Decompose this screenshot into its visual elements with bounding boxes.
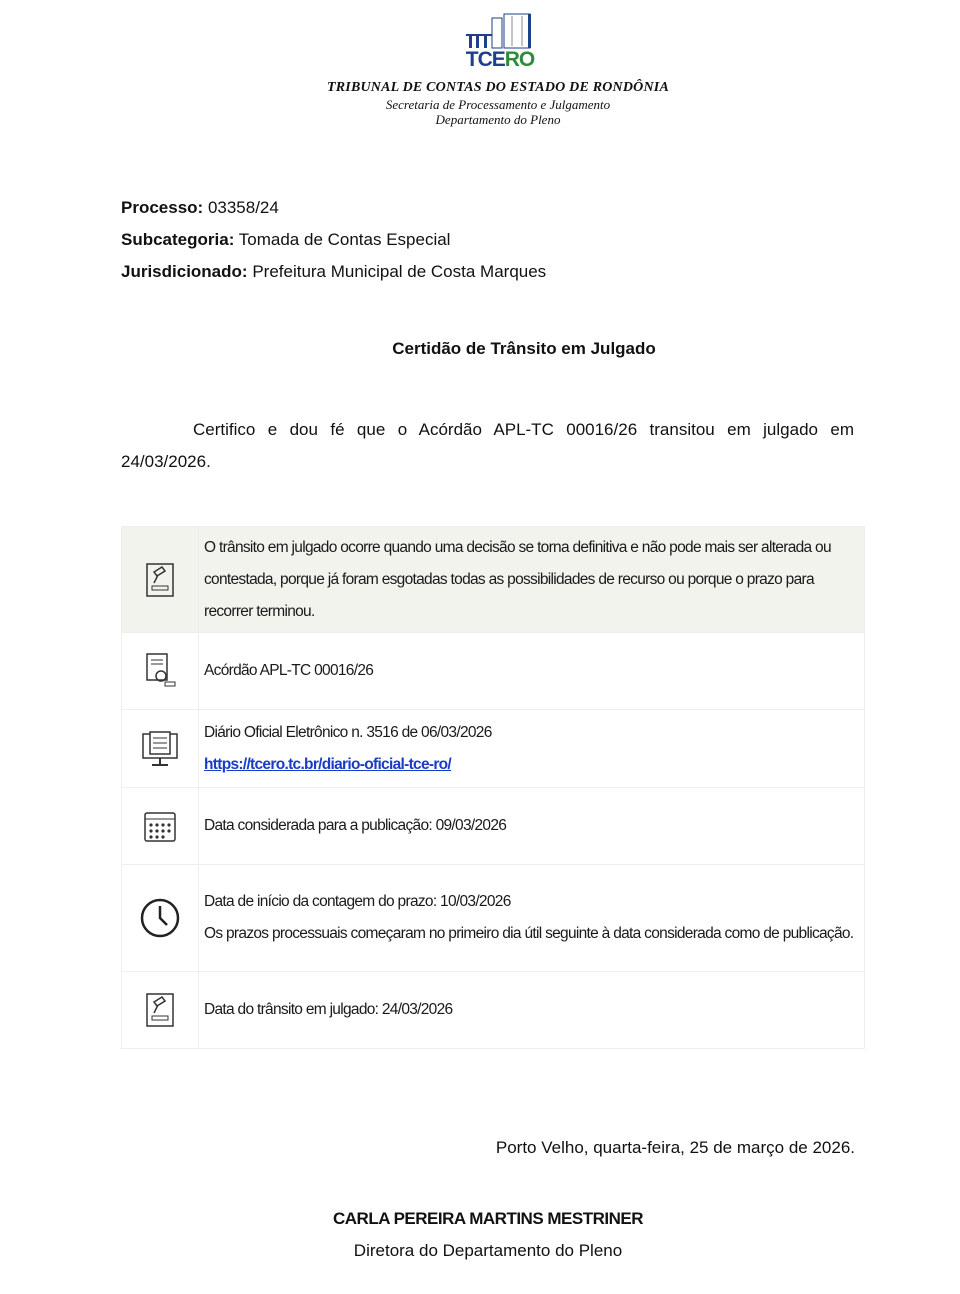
gavel-document-icon	[122, 527, 199, 632]
table-row	[122, 787, 864, 864]
signatory-role: Diretora do Departamento do Pleno	[353, 1241, 623, 1260]
gazette-link[interactable]: https://tcero.tc.br/diario-oficial-tce-ro/	[204, 755, 452, 773]
judgment-document-icon	[122, 633, 199, 709]
certification-paragraph: Certifico e dou fé que o Acórdão APL-TC 00016/26 transitou em julgado em 24/03/2026.	[121, 420, 854, 471]
subcategory-field: Subcategoria: Tomada de Contas Especial	[121, 230, 451, 249]
table-row	[122, 971, 864, 1048]
table-row	[122, 632, 864, 709]
deadline-start-text: Data de início da contagem do prazo: 10/03/2026	[204, 893, 511, 910]
judgment-text: Acórdão APL-TC 00016/26	[204, 662, 374, 679]
process-field: Processo: 03358/24	[121, 198, 279, 217]
place-date: Porto Velho, quarta-feira, 25 de março de 2026.	[495, 1138, 855, 1157]
deadline-note-text: Os prazos processuais começaram no primeiro dia útil seguinte à data considerada como de publicação.	[204, 925, 854, 942]
res-judicata-date-text: Data do trânsito em julgado: 24/03/2026	[204, 1001, 453, 1018]
publication-date-text: Data considerada para a publicação: 09/03/2026	[204, 817, 507, 834]
jurisdiction-field: Jurisdicionado: Prefeitura Municipal de Costa Marques	[121, 262, 547, 281]
gavel-document-icon	[122, 972, 199, 1048]
institution-name: TRIBUNAL DE CONTAS DO ESTADO DE RONDÔNIA	[327, 80, 669, 95]
calendar-icon	[122, 788, 199, 864]
clock-icon	[122, 865, 199, 971]
signatory-name: CARLA PEREIRA MARTINS MESTRINER	[332, 1209, 644, 1228]
table-row	[122, 709, 864, 787]
table-row	[122, 527, 864, 632]
tcero-logo	[462, 12, 538, 76]
department-name: Departamento do Pleno	[435, 112, 561, 127]
table-row	[122, 864, 864, 971]
definition-text: O trânsito em julgado ocorre quando uma decisão se torna definitiva e não pode mais ser alterada ou contestada, porque já foram esgotadas todas as possibilidades de recurso ou porque o prazo para recorrer terminou.	[204, 538, 831, 620]
document-title: Certidão de Trânsito em Julgado	[392, 339, 656, 358]
info-table	[121, 526, 865, 1049]
secretariat-name: Secretaria de Processamento e Julgamento	[385, 97, 611, 112]
logo-text: TCERO	[465, 48, 535, 71]
computer-newspaper-icon	[122, 710, 199, 787]
gazette-text: Diário Oficial Eletrônico n. 3516 de 06/03/2026	[204, 723, 492, 741]
